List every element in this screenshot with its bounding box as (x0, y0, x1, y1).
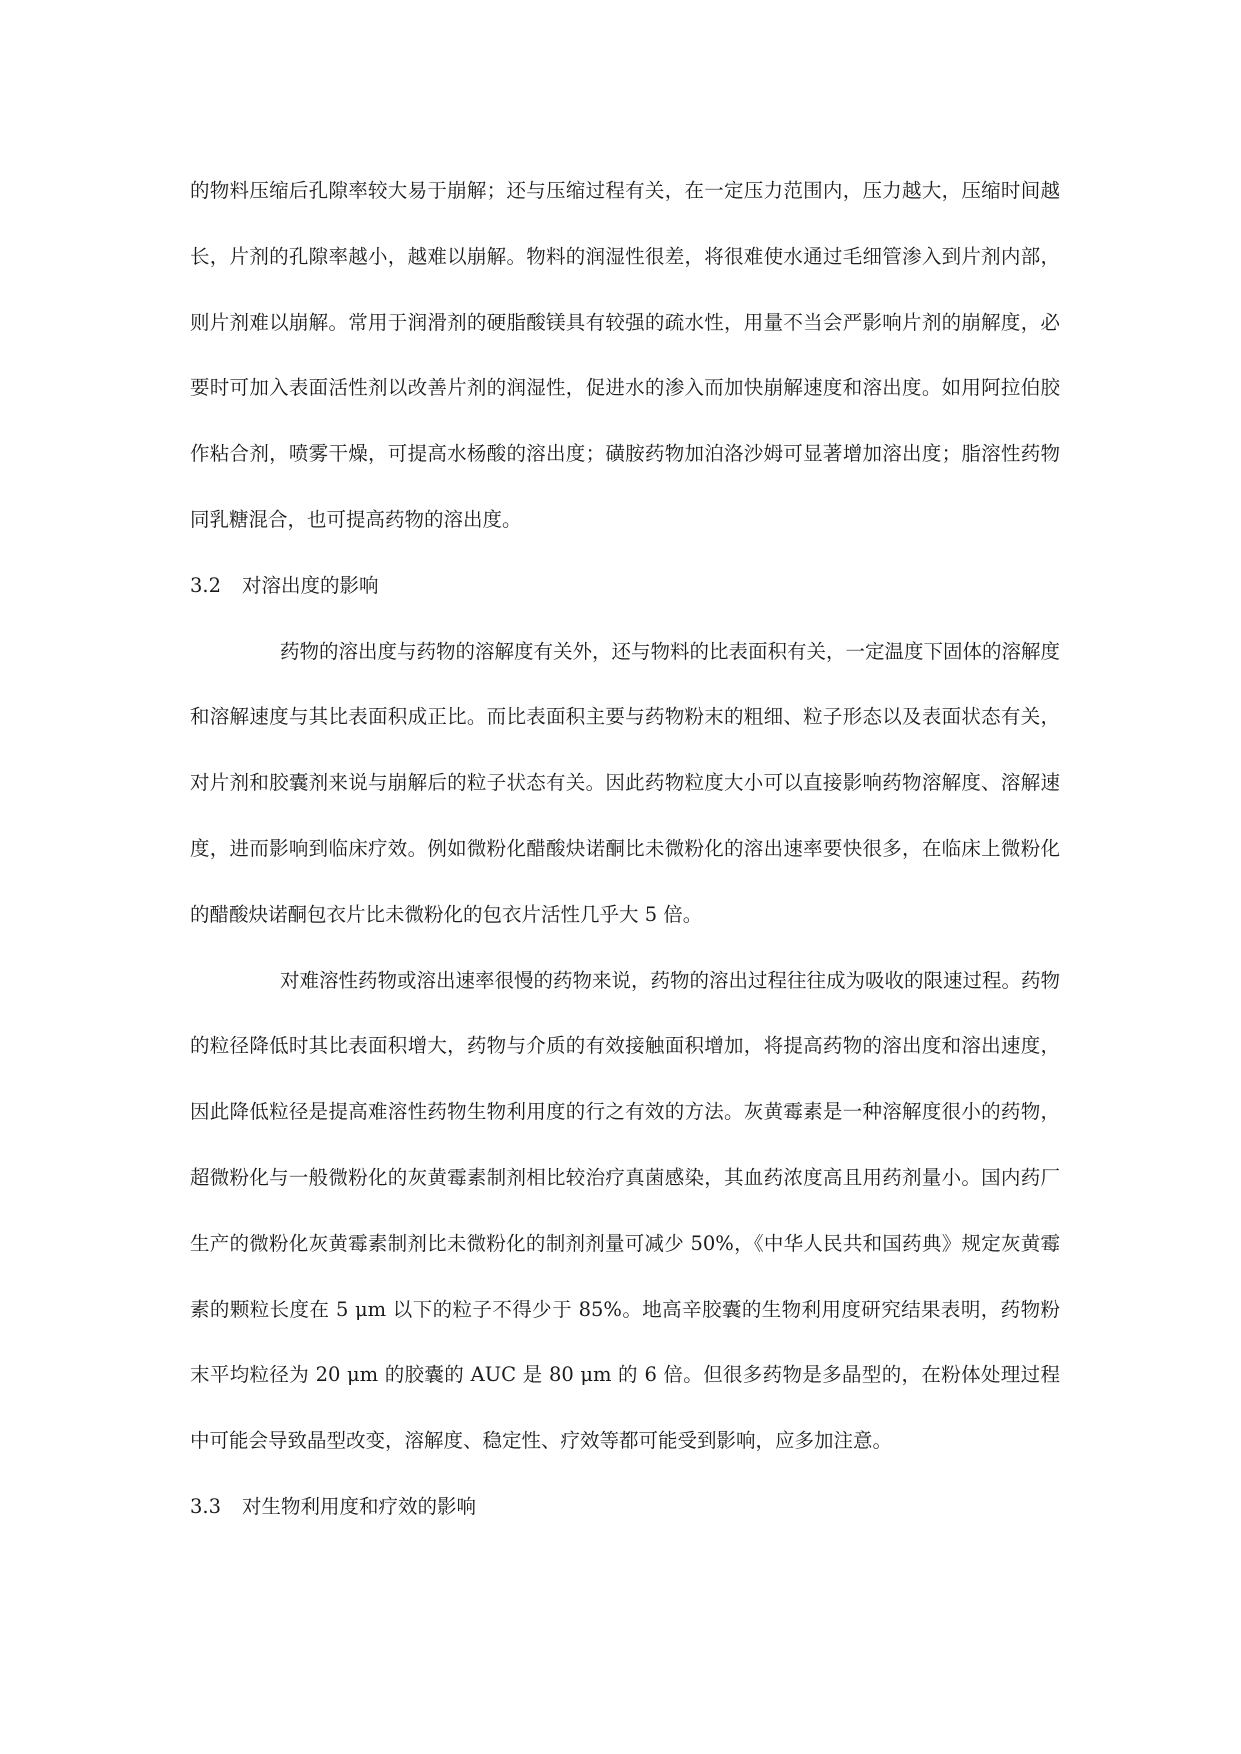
paragraph-particle-size-bioavailability: 对难溶性药物或溶出速率很慢的药物来说，药物的溶出过程往往成为吸收的限速过程。药物的粒径降低时其比表面积增大，药物与介质的有效接触面积增加，将提高药物的溶出度和溶出速度，因此降低粒径是提高难溶性药物生物利用度的行之有效的方法。灰黄霉素是一种溶解度很小的药物，超微粉化与一般微粉化的灰黄霉素制剂相比较治疗真菌感染，其血药浓度高且用药剂量小。国内药厂生产的微粉化灰黄霉素制剂比未微粉化的制剂剂量可减少 50%，《中华人民共和国药典》规定灰黄霉素的颗粒长度在 5 μm 以下的粒子不得少于 85%。地高辛胶囊的生物利用度研究结果表明，药物粉末平均粒径为 20 μm 的胶囊的 AUC 是 80 μm 的 6 倍。但很多药物是多晶型的，在粉体处理过程中可能会导致晶型改变，溶解度、稳定性、疗效等都可能受到影响，应多加注意。 (190, 968, 1061, 1453)
document-page (190, 158, 1060, 1540)
section-number: 3.2 (190, 573, 222, 597)
section-heading-3-3 (190, 1474, 1060, 1540)
paragraph-disintegration-continued: 的物料压缩后孔隙率较大易于崩解；还与压缩过程有关，在一定压力范围内，压力越大，压缩时间越长，片剂的孔隙率越小，越难以崩解。物料的润湿性很差，将很难使水通过毛细管渗入到片剂内部，则片剂难以崩解。常用于润滑剂的硬脂酸镁具有较强的疏水性，用量不当会严影响片剂的崩解度，必要时可加入表面活性剂以改善片剂的润湿性，促进水的渗入而加快崩解速度和溶出度。如用阿拉伯胶作粘合剂，喷雾干燥，可提高水杨酸的溶出度；磺胺药物加泊洛沙姆可显著增加溶出度；脂溶性药物同乳糖混合，也可提高药物的溶出度。 (190, 179, 1060, 531)
paragraph-dissolution-surface-area: 药物的溶出度与药物的溶解度有关外，还与物料的比表面积有关，一定温度下固体的溶解度和溶解速度与其比表面积成正比。而比表面积主要与药物粉末的粗细、粒子形态以及表面状态有关，对片剂和胶囊剂来说与崩解后的粒子状态有关。因此药物粒度大小可以直接影响药物溶解度、溶解速度，进而影响到临床疗效。例如微粉化醋酸炔诺酮比未微粉化的溶出速率要快很多，在临床上微粉化的醋酸炔诺酮包衣片比未微粉化的包衣片活性几乎大 5 倍。 (190, 639, 1061, 926)
section-title: 对溶出度的影响 (242, 573, 379, 597)
section-heading-3-2 (190, 553, 1060, 619)
section-number: 3.3 (190, 1494, 222, 1518)
section-title: 对生物利用度和疗效的影响 (242, 1494, 477, 1518)
